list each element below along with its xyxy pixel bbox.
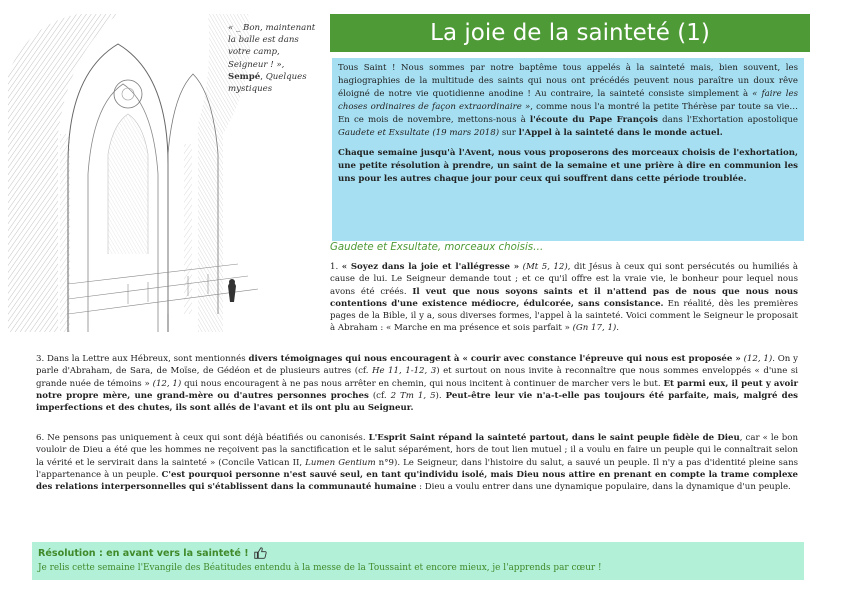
intro-bold: l'écoute du Pape François xyxy=(529,115,659,125)
excerpt-bold: L'Esprit Saint répand la sainteté partout, dans le saint peuple fidèle de Dieu xyxy=(368,433,740,443)
excerpt-3 xyxy=(36,353,798,414)
page-title xyxy=(330,14,810,52)
excerpt-bold: Et parmi eux, il peut y avoir notre propre mère, une grand-mère ou d'autres personnes proches xyxy=(36,378,799,401)
excerpt-italic: Lumen Gentium xyxy=(305,457,376,468)
page-title-text: La joie de la sainteté (1) xyxy=(430,20,710,46)
excerpt-text: (cf. xyxy=(372,390,387,401)
caption-quote: « _ Bon, maintenant la balle est dans votre camp, Seigneur ! », xyxy=(228,23,316,70)
intro-quote: « faire les choses ordinaires de façon extraordinaire » xyxy=(338,89,799,112)
thumbs-up-icon xyxy=(253,546,267,560)
resolution-text: Je relis cette semaine l'Evangile des Béatitudes entendu à la messe de la Toussaint et encore mieux, je l'apprends par cœur ! xyxy=(38,563,602,573)
excerpt-bold: Peut-être leur vie n'a-t-elle pas toujours été parfaite, mais, malgré des imperfections et des chutes, ils sont allés de l'avant et ils ont plu au Seigneur. xyxy=(36,390,798,414)
intro-bold-paragraph: Chaque semaine jusqu'à l'Avent, nous vous proposerons des morceaux choisis de l'exhortation, une petite résolution à prendre, un saint de la semaine et une prière à dire en communion les uns pour les autres chaque jour pour ceux qui souffrent dans cette période troublée. xyxy=(338,148,798,184)
intro-bold: l'Appel à la sainteté dans le monde actuel. xyxy=(518,128,723,138)
excerpt-1 xyxy=(330,261,798,335)
excerpt-ref: (12, 1) xyxy=(152,378,182,389)
excerpt-bold: « Soyez dans la joie et l'allégresse » xyxy=(341,262,520,272)
intro-text: dans l'Exhortation apostolique xyxy=(662,115,798,125)
intro-paragraph-1 xyxy=(338,62,798,140)
excerpt-text: ) et surtout on nous invite à reconnaître que nous sommes enveloppés « d'une si grande nuée de témoins » xyxy=(36,366,798,389)
excerpt-text: ). xyxy=(435,390,442,401)
excerpt-text: n°9). Le Seigneur, dans l'histoire du salut, a sauvé un peuple. Il n'y a pas d'identité pleine sans l'appartenance à un peuple. xyxy=(36,457,799,480)
excerpt-text: , dit Jésus à ceux qui sont persécutés ou humiliés à cause de lui. Le Seigneur demande tout ; et ce qu'il offre est la vraie vie, le bonheur pour lequel nous avons été créés. xyxy=(330,262,799,297)
excerpt-ref: He 11, 1-12, 3 xyxy=(371,366,437,377)
excerpt-6 xyxy=(36,432,798,493)
intro-italic: Gaudete et Exsultate (19 mars 2018) xyxy=(338,128,500,138)
resolution-box xyxy=(32,542,804,580)
excerpt-text: 3. Dans la Lettre aux Hébreux, sont mentionnés xyxy=(36,354,246,364)
excerpt-ref: (Mt 5, 12) xyxy=(522,262,568,272)
excerpt-text: : Dieu a voulu entrer dans une dynamique populaire, dans la dynamique d'un peuple. xyxy=(419,482,791,493)
section-heading-rest: , morceaux choisis… xyxy=(437,242,544,253)
caption-work: Quelques mystiques xyxy=(228,71,307,95)
excerpt-bold: C'est pourquoi personne n'est sauvé seul, en tant qu'individu isolé, mais Dieu nous attire en prenant en compte la trame complexe des relations interpersonnelles qui s'établissent dans la communauté humaine xyxy=(36,469,799,493)
excerpt-bold: Il veut que nous soyons saints et il n'attend pas de nous que nous nous contentions d'une existence médiocre, édulcorée, sans consistance. xyxy=(330,286,798,309)
excerpt-1-text xyxy=(330,261,798,335)
excerpt-ref: 2 Tm 1, 5 xyxy=(390,390,436,401)
intro-paragraph-2 xyxy=(338,147,798,186)
section-heading-title: Gaudete et Exsultate xyxy=(330,242,438,253)
excerpt-text: qui nous encouragent à ne pas nous arrêter en chemin, qui nous incitent à continuer de marcher vers le but. xyxy=(184,378,661,389)
intro-text: sur xyxy=(501,128,516,138)
excerpt-3-text xyxy=(36,353,798,414)
intro-box xyxy=(332,58,804,241)
excerpt-text: 6. Ne pensons pas uniquement à ceux qui sont déjà béatifiés ou canonisés. xyxy=(36,433,366,443)
excerpt-number: 1. xyxy=(330,262,339,272)
excerpt-6-text xyxy=(36,432,798,493)
excerpt-text: , car « le bon vouloir de Dieu a été que les hommes ne reçoivent pas la sanctification et le salut séparément, hors de tout lien mutuel ; il a voulu en faire un peuple qui le connaîtrait selon la vérité et le servirait dans la sainteté » (Concile Vatican II, xyxy=(36,433,798,468)
section-heading xyxy=(330,242,543,253)
excerpt-ref: (Gn 17, 1). xyxy=(572,323,620,334)
intro-text: Tous Saint ! Nous sommes par notre baptême tous appelés à la sainteté mais, bien souvent, les hagiographies de la multitude des saints qui nous ont précédés peuvent nous paraître un doux rêve éloigné de notre vie quotidienne anodine ! Au contraire, la sainteté consiste simplement à xyxy=(338,63,798,99)
excerpt-bold: divers témoignages qui nous encouragent à « courir avec constance l'épreuve qui nous est proposée » xyxy=(248,354,741,364)
excerpt-text: En réalité, dès les premières pages de la Bible, il y a, sous diverses formes, l'appel à la sainteté. Voici comment le Seigneur le proposait à Abraham : « Marche en ma présence et sois parfait » xyxy=(330,298,799,334)
excerpt-ref: (12, 1) xyxy=(743,354,773,364)
illustration-caption: « _ Bon, maintenant la balle est dans votre camp, Seigneur ! », Sempé, Quelques mystiques xyxy=(228,23,316,95)
intro-text: , comme nous l'a montré la petite Thérèse par toute sa vie… En ce mois de novembre, mettons-nous à xyxy=(338,102,798,125)
excerpt-text: . On y parle d'Abraham, de Sara, de Moïse, de Gédéon et de plusieurs autres (cf. xyxy=(36,354,798,377)
resolution-title-text: Résolution : en avant vers la sainteté ! xyxy=(38,547,249,559)
caption-author: Sempé xyxy=(228,71,261,82)
resolution-title xyxy=(38,546,798,560)
